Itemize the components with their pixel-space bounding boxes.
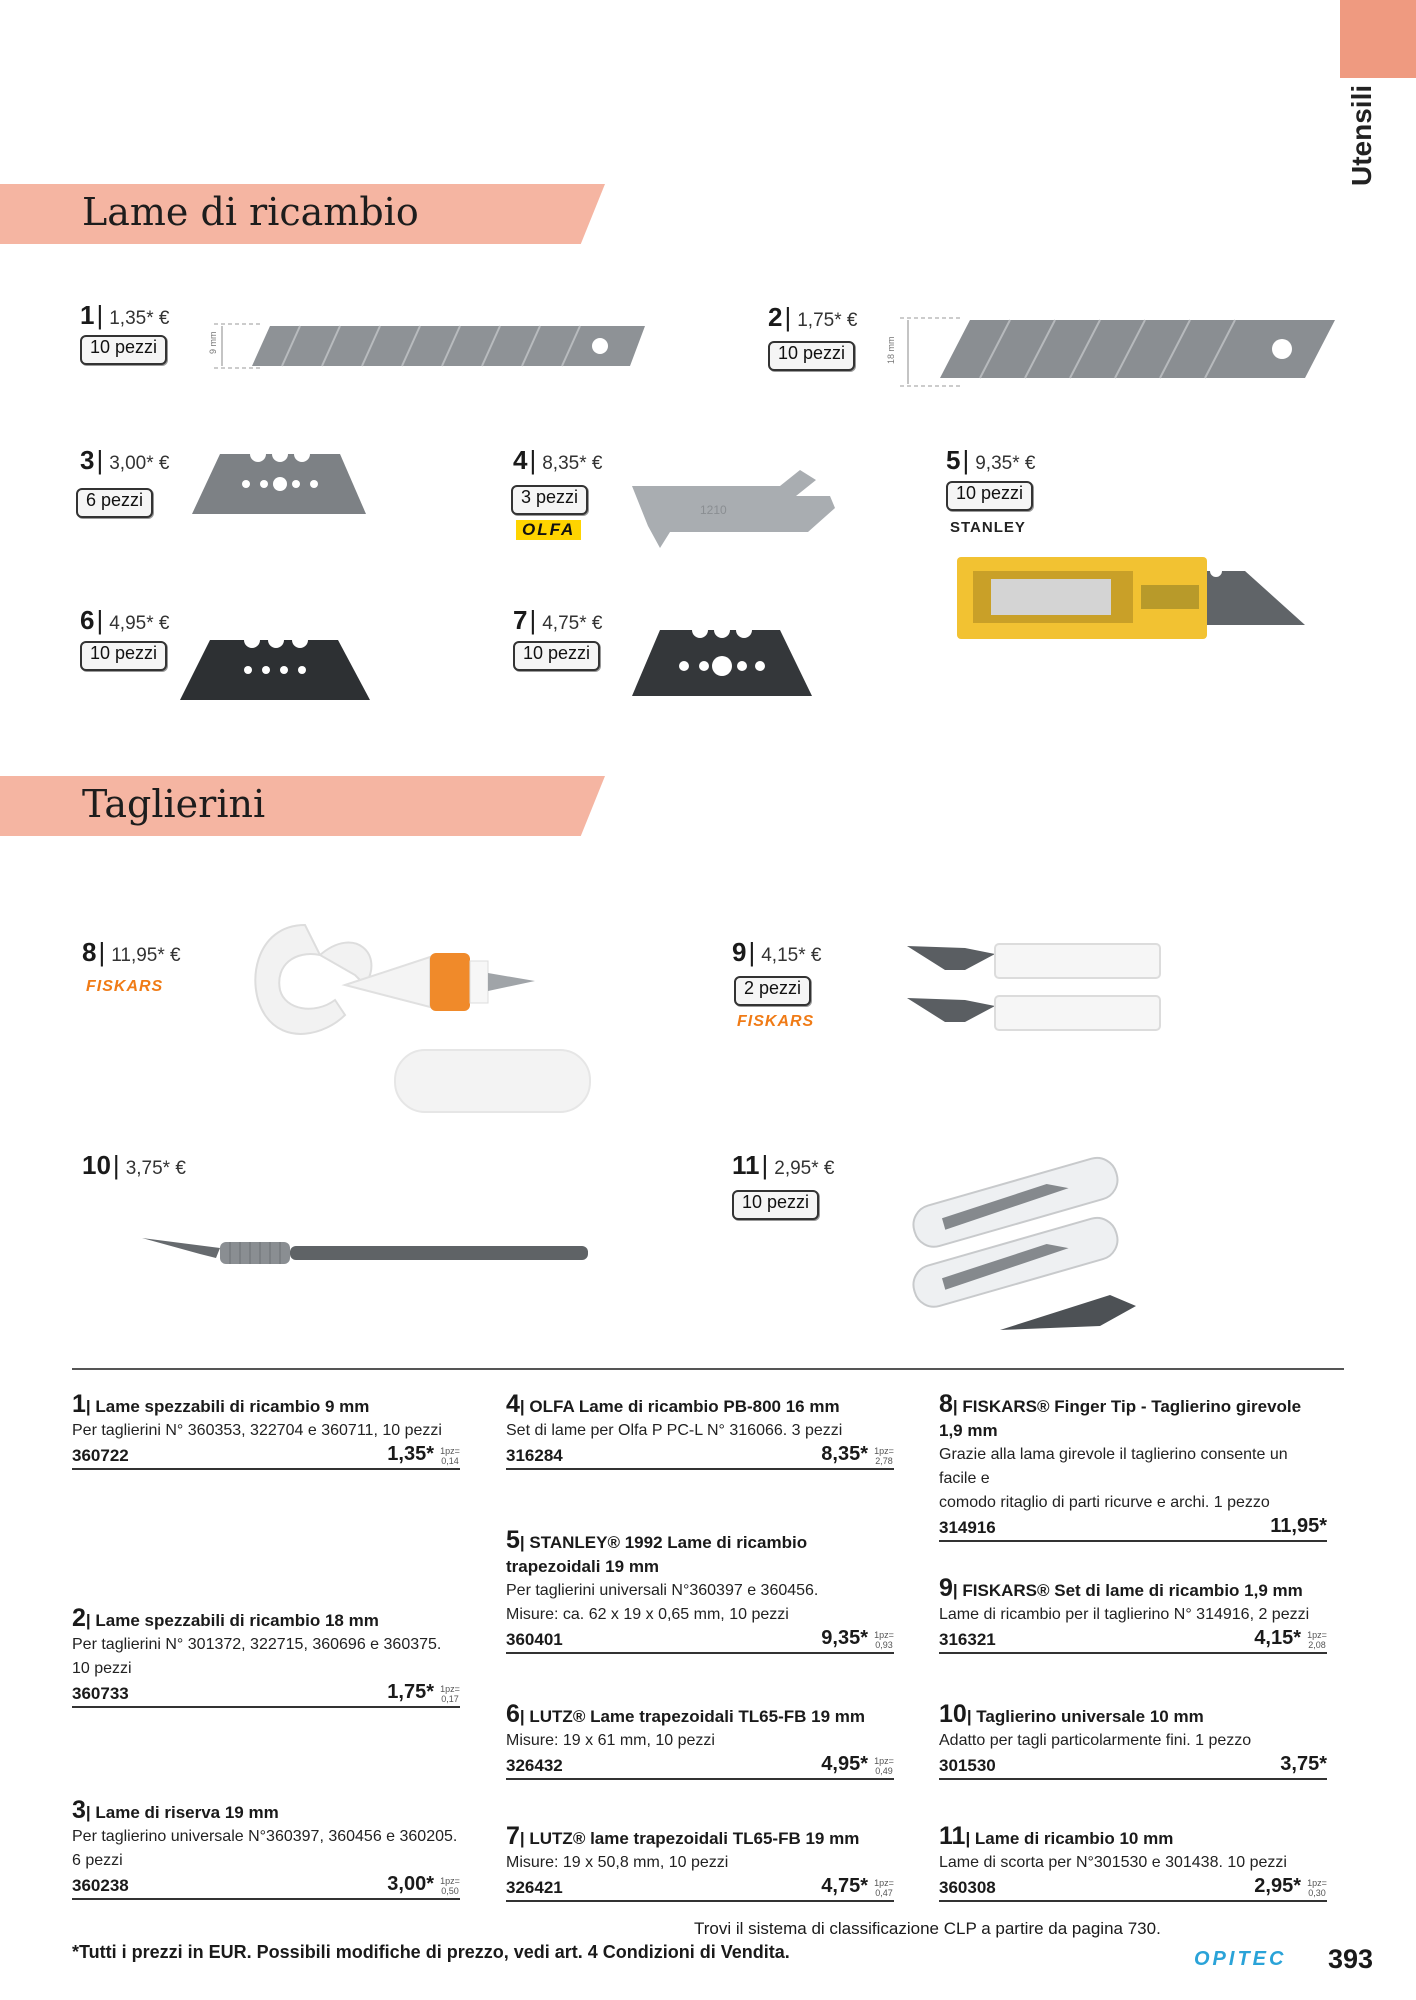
listing-item-2: 2| Lame spezzabili di ricambio 18 mm Per taglierini N° 301372, 322715, 360696 e 360375. 10 pezzi 360733 1,75* 1pz= 0,17	[72, 1606, 460, 1708]
product-label-11: 11| 2,95* €	[732, 1150, 835, 1180]
clp-note: Trovi il sistema di classificazione CLP a partire da pagina 730.	[694, 1919, 1161, 1938]
product-label-10: 10| 3,75* €	[82, 1150, 186, 1180]
olfa-logo: OLFA	[516, 520, 581, 540]
olfa-hook-blade-image	[630, 466, 840, 551]
trapezoid-blade-3-image	[190, 452, 370, 517]
listing-item-7: 7| LUTZ® lame trapezoidali TL65-FB 19 mm Misure: 19 x 50,8 mm, 10 pezzi 326421 4,75* 1pz= 0,47	[506, 1824, 894, 1902]
product-label-1: 1| 1,35* €	[80, 300, 170, 330]
qty-badge-6: 10 pezzi	[80, 641, 167, 671]
product-label-5: 5| 9,35* €	[946, 445, 1036, 475]
opitec-logo: OPITEC	[1194, 1948, 1287, 1970]
price-footnote: *Tutti i prezzi in EUR. Possibili modifiche di prezzo, vedi art. 4 Condizioni di Vendita.	[72, 1942, 790, 1962]
qty-badge-11: 10 pezzi	[732, 1190, 819, 1220]
qty-badge-7: 10 pezzi	[513, 641, 600, 671]
product-label-7: 7| 4,75* €	[513, 605, 603, 635]
qty-badge-1: 10 pezzi	[80, 335, 167, 365]
fiskars-finger-tip-image	[245, 915, 595, 1115]
product-label-9: 9| 4,15* €	[732, 937, 822, 967]
side-tab-label: Utensili	[1346, 84, 1377, 186]
listing-item-3: 3| Lame di riserva 19 mm Per taglierino universale N°360397, 360456 e 360205. 6 pezzi 360238 3,00* 1pz= 0,50	[72, 1798, 460, 1900]
listing-item-11: 11| Lame di ricambio 10 mm Lame di scorta per N°301530 e 301438. 10 pezzi 360308 2,95* 1pz= 0,30	[939, 1824, 1327, 1902]
qty-badge-3: 6 pezzi	[76, 488, 153, 518]
svg-text:18 mm: 18 mm	[886, 336, 896, 364]
blade-tubes-image	[900, 1150, 1140, 1335]
product-label-6: 6| 4,95* €	[80, 605, 170, 635]
product-label-3: 3| 3,00* €	[80, 445, 170, 475]
precision-knife-image	[140, 1232, 590, 1272]
listing-item-8: 8| FISKARS® Finger Tip - Taglierino girevole 1,9 mm Grazie alla lama girevole il taglierino consente un facile e comodo ritaglio di parti ricurve e archi. 1 pezzo 314916 11,95*	[939, 1392, 1327, 1542]
listing-item-9: 9| FISKARS® Set di lame di ricambio 1,9 mm Lame di ricambio per il taglierino N° 314916, 2 pezzi 316321 4,15* 1pz= 2,08	[939, 1576, 1327, 1654]
snap-blade-18mm-image	[880, 312, 1340, 392]
section-title-taglierini: Taglierini	[82, 782, 266, 826]
trapezoid-blade-7-image	[630, 628, 815, 698]
listing-item-6: 6| LUTZ® Lame trapezoidali TL65-FB 19 mm Misure: 19 x 61 mm, 10 pezzi 326432 4,95* 1pz= 0,49	[506, 1702, 894, 1780]
product-label-8: 8| 11,95* €	[82, 937, 181, 967]
listing-item-10: 10| Taglierino universale 10 mm Adatto per tagli particolarmente fini. 1 pezzo 301530 3,75*	[939, 1702, 1327, 1780]
qty-badge-9: 2 pezzi	[734, 976, 811, 1006]
qty-badge-4: 3 pezzi	[511, 485, 588, 515]
fiskars-logo-9: FISKARS	[737, 1013, 815, 1030]
page-number: 393	[1328, 1944, 1374, 1974]
qty-badge-2: 10 pezzi	[768, 341, 855, 371]
side-tab-block	[1340, 0, 1416, 78]
listing-item-4: 4| OLFA Lame di ricambio PB-800 16 mm Set di lame per Olfa P PC-L N° 316066. 3 pezzi 316284 8,35* 1pz= 2,78	[506, 1392, 894, 1470]
stanley-blade-dispenser-image	[955, 555, 1310, 645]
fiskars-replacement-blades-image	[905, 940, 1165, 1040]
listing-divider	[72, 1368, 1344, 1370]
snap-blade-9mm-image	[200, 318, 650, 374]
product-label-2: 2| 1,75* €	[768, 302, 858, 332]
stanley-logo: STANLEY	[950, 519, 1026, 536]
listing-item-5: 5| STANLEY® 1992 Lame di ricambio trapezoidali 19 mm Per taglierini universali N°360397 e 360456. Misure: ca. 62 x 19 x 0,65 mm, 10 pezzi 360401 9,35* 1pz= 0,93	[506, 1528, 894, 1654]
trapezoid-blade-6-image	[178, 638, 373, 702]
listing-item-1: 1| Lame spezzabili di ricambio 9 mm Per taglierini N° 360353, 322704 e 360711, 10 pezzi 360722 1,35* 1pz= 0,14	[72, 1392, 460, 1470]
section-title-lame: Lame di ricambio	[82, 190, 419, 234]
svg-text:1210: 1210	[700, 503, 727, 517]
qty-badge-5: 10 pezzi	[946, 481, 1033, 511]
fiskars-logo-8: FISKARS	[86, 978, 164, 995]
product-label-4: 4| 8,35* €	[513, 445, 603, 475]
svg-text:9 mm: 9 mm	[208, 331, 218, 354]
